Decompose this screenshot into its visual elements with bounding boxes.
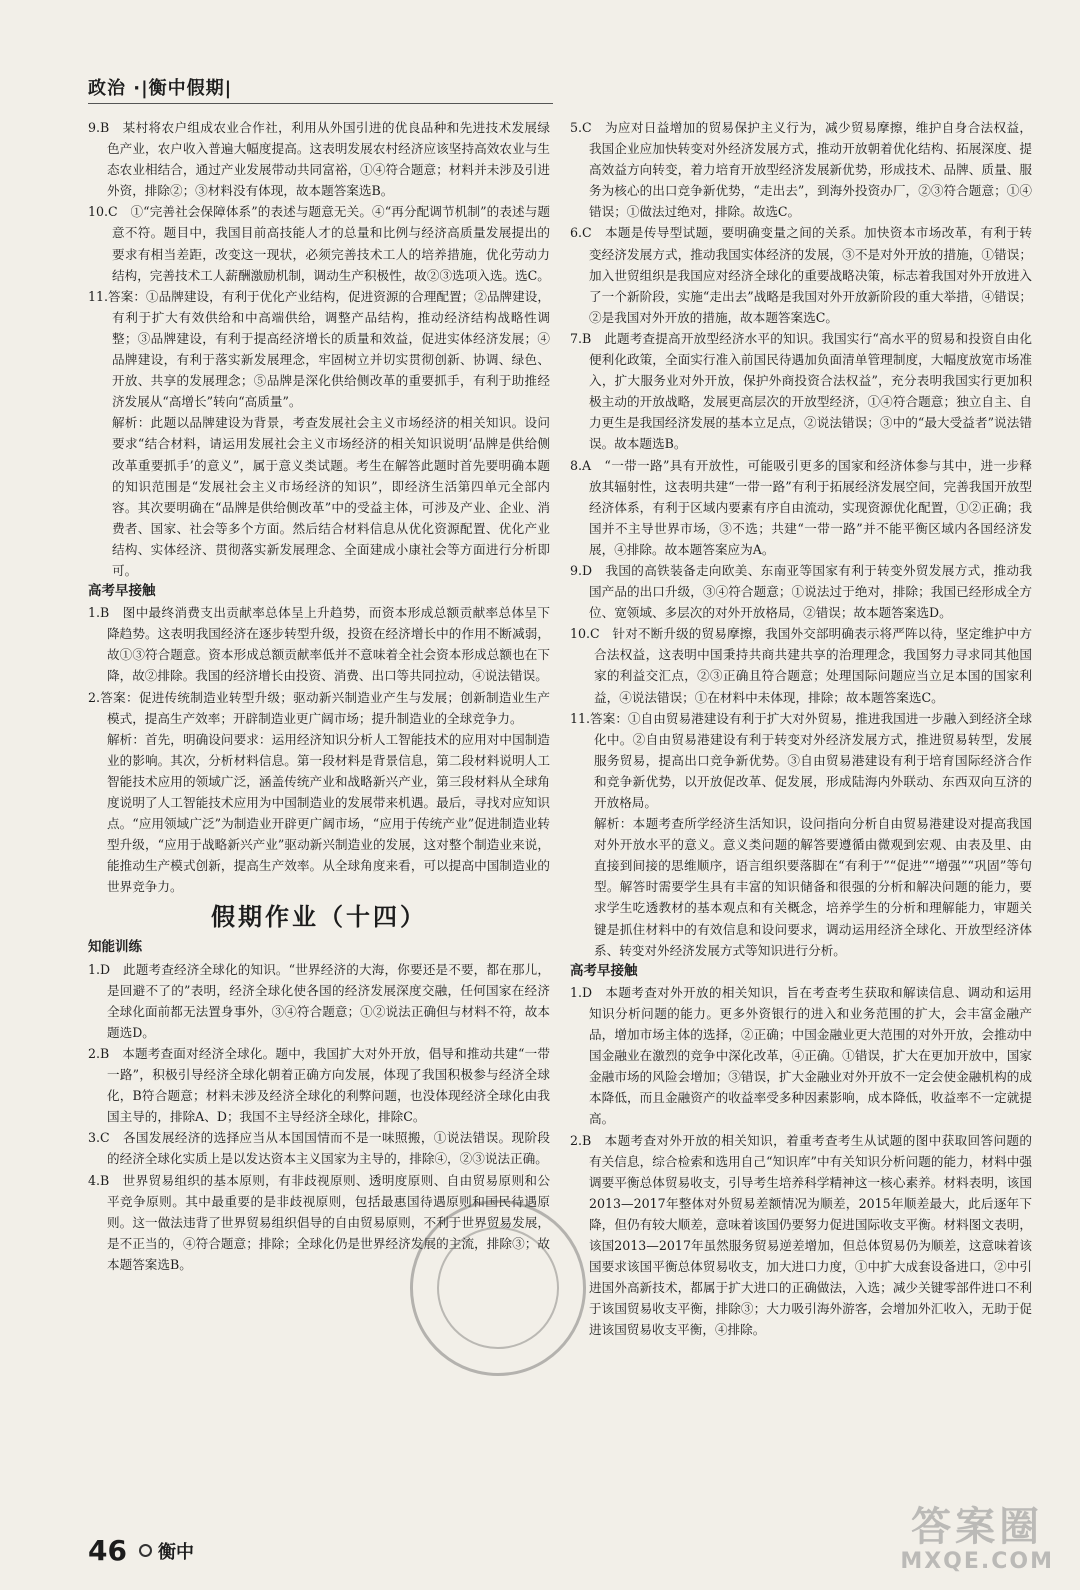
training-answer-7: 7.B 此题考查提高开放型经济水平的知识。我国实行“高水平的贸易和投资自由化便利化政策，全面实行准入前国民待遇加负面清单管理制度，大幅度放宽市场准入，扩大服务业对外开放，保护外商投资合法权益”，充分表明我国实行更加积极主动的开放战略，发展更高层次的开放型经济，①④符合题意；独立自主、自力更生是我国经济发展的基本立足点，②说法错误；③中的“最大受益者”说法错误。故本题选B。 xyxy=(570,330,1032,452)
answer-10: 10.C ①“完善社会保障体系”的表述与题意无关。④“再分配调节机制”的表述与题意不符。题目中，我国目前高技能人才的总量和比例与经济高质量发展提出的要求有相当差距，改变这一现状，必须完善技术工人的培养措施，优化劳动力结构，完善技术工人薪酬激励机制，调动生产积极性，故②③选项入选。选C。 xyxy=(88,204,550,283)
site-watermark xyxy=(900,1505,1054,1574)
training-answer-4: 4.B 世界贸易组织的基本原则，有非歧视原则、透明度原则、自由贸易原则和公平竞争原则。其中最重要的是非歧视原则，包括最惠国待遇原则和国民待遇原则。这一做法违背了世界贸易组织倡导的自由贸易原则，不利于世界贸易发展，是不正当的，④符合题意；排除；全球化仍是世界经济发展的主流，排除③；故本题答案选B。 xyxy=(88,1172,550,1272)
page-footer xyxy=(88,1534,194,1567)
section-training: 知能训练 xyxy=(88,939,142,956)
watermark-title: 答案圈 xyxy=(911,1504,1044,1550)
page-number: 46 xyxy=(88,1534,127,1567)
gaokao-answer-2: 2.答案：促进传统制造业转型升级；驱动新兴制造业产生与发展；创新制造业生产模式，提高生产效率；开辟制造业更广阔市场；提升制造业的全球竞争力。 xyxy=(88,689,550,726)
training-answer-11: 11.答案：①自由贸易港建设有利于扩大对外贸易，推进我国进一步融入到经济全球化中。②自由贸易港建设有利于转变对外经济发展方式，推进贸易转型，发展服务贸易，提高出口竞争新优势。③自由贸易港建设有利于培育国际经济合作和竞争新优势，以开放促改革、促发展，形成陆海内外联动、东西双向互济的开放格局。 xyxy=(570,710,1032,810)
page-header: 政治 ·|衡中假期| xyxy=(88,78,233,99)
training-answer-5: 5.C 为应对日益增加的贸易保护主义行为，减少贸易摩擦，维护自身合法权益，我国企业应加快转变对外经济发展方式，推动开放朝着优化结构、拓展深度、提高效益方向转变，着力培育开放型经济发展新优势，形成技术、品牌、质量、服务为核心的出口竞争新优势，“走出去”，到海外投资办厂，②③符合题意；①④错误；①做法过绝对，排除。故选C。 xyxy=(570,120,1032,220)
watermark-domain: MXQE.COM xyxy=(900,1549,1054,1574)
chapter-title: 假期作业（十四） xyxy=(211,903,427,932)
gaokao-answer-1: 1.B 图中最终消费支出贡献率总体呈上升趋势，而资本形成总额贡献率总体呈下降趋势。这表明我国经济在逐步转型升级，投资在经济增长中的作用不断减弱，故①③符合题意。资本形成总额贡献率低并不意味着全社会资本形成总额也在下降，故②排除。我国的经济增长由投资、消费、出口等共同拉动，④说法错误。 xyxy=(88,605,550,684)
training-answer-6: 6.C 本题是传导型试题，要明确变量之间的关系。加快资本市场改革，有利于转变经济发展方式，推动我国实体经济的发展，③不是对外开放的措施，①错误；加入世贸组织是我国应对经济全球化的重要战略决策，标志着我国对外开放进入了一个新阶段，实施“走出去”战略是我国对外开放新阶段的重大举措，④错误；②是我国对外开放的措施，故本题答案选C。 xyxy=(570,225,1032,325)
left-column xyxy=(88,117,550,1275)
stamp-inner-ring xyxy=(413,1203,583,1373)
training-answer-8: 8.A “一带一路”具有开放性，可能吸引更多的国家和经济体参与其中，进一步释放其辐射性，这表明共建“一带一路”有利于拓展经济发展空间，完善我国开放型经济体系，有利于区域内要素有序自由流动，实现资源优化配置，①②正确；我国并不主导世界市场，③不选；共建“一带一路”并不能平衡区域内各国经济发展，④排除。故本题答案应为A。 xyxy=(570,457,1032,557)
training-answer-1: 1.D 此题考查经济全球化的知识。“世界经济的大海，你要还是不要，都在那儿，是回避不了的”表明，经济全球化使各国的经济发展深度交融，任何国家在经济全球化面前都无法置身事外，③④符合题意；①②说法正确但与材料不符，故本题选D。 xyxy=(88,961,550,1040)
section-gaokao-2: 高考早接触 xyxy=(570,962,638,979)
training-answer-9: 9.D 我国的高铁装备走向欧美、东南亚等国家有利于转变外贸发展方式，推动我国产品的出口升级，③④符合题意；①说法过于绝对，排除；我国已经形成全方位、宽领域、多层次的对外开放格局，②错误；故本题答案选D。 xyxy=(570,562,1032,621)
training-analysis-11: 解析：本题考查所学经济生活知识，设问指向分析自由贸易港建设对提高我国对外开放水平的意义。意义类问题的解答要遵循由微观到宏观、由表及里、由直接到间接的思维顺序，语言组织要落脚在“有利于”“促进”“增强”“巩固”等句型。解答时需要学生具有丰富的知识储备和很强的分析和解决问题的能力，要求学生吃透教材的基本观点和有关概念，培养学生的分析和理解能力，审题关键是抓住材料中的有效信息和设问要求，调动运用经济全球化、开放型经济体系、转变对外经济发展方式等知识进行分析。 xyxy=(594,816,1032,958)
footer-publisher: 衡中 xyxy=(157,1541,194,1563)
answer-11: 11.答案：①品牌建设，有利于优化产业结构，促进资源的合理配置；②品牌建设，有利于扩大有效供给和中高端供给，调整产品结构，推动经济结构战略性调整；③品牌建设，有利于提高经济增长的质量和效益，促进实体经济发展；④品牌建设，有利于落实新发展理念，牢固树立并切实贯彻创新、协调、绿色、开放、共享的发展理念；⑤品牌是深化供给侧改革的重要抓手，有利于助推经济发展从“高增长”转向“高质量”。 xyxy=(88,288,550,410)
analysis-11: 解析：此题以品牌建设为背景，考查发展社会主义市场经济的相关知识。设问要求“结合材料，请运用发展社会主义市场经济的相关知识说明‘品牌是供给侧改革重要抓手’的意义”，属于意义类试题。考生在解答此题时首先要明确本题的知识范围是“发展社会主义市场经济的知识”，即经济生活第四单元全部内容。其次要明确在“品牌是供给侧改革”中的受益主体，可涉及产业、企业、消费者、国家、社会等多个方面。然后结合材料信息从优化资源配置、优化产业结构、实体经济、贯彻落实新发展理念、全面建成小康社会等方面进行分析即可。 xyxy=(112,415,550,578)
gaokao2-answer-2: 2.B 本题考查对外开放的相关知识，着重考查考生从试题的图中获取回答问题的有关信息，综合检索和选用自己“知识库”中有关知识分析问题的能力，材料中强调要平衡总体贸易收支，引导考生培养科学精神这一核心素养。材料表明，该国2013—2017年整体对外贸易差额情况为顺差，2015年顺差最大，此后逐年下降，但仍有较大顺差，意味着该国仍要努力促进国际收支平衡。材料图文表明，该国2013—2017年虽然服务贸易逆差增加，但总体贸易仍为顺差，这意味着该国要求该国平衡总体贸易收支，加大进口力度，①中扩大成套设备进口，②中引进国外高新技术，都属于扩大进口的正确做法，入选；减少关键零部件进口不利于该国贸易收支平衡，排除③；大力吸引海外游客，会增加外汇收入，无助于促进该国贸易收支平衡，④排除。 xyxy=(570,1132,1032,1338)
right-column xyxy=(570,117,1032,1340)
footer-dot-icon xyxy=(139,1544,152,1557)
gaokao-analysis-2: 解析：首先，明确设问要求：运用经济知识分析人工智能技术的应用对中国制造业的影响。其次，分析材料信息。第一段材料是背景信息，第二段材料说明人工智能技术应用的领域广泛，涵盖传统产业和战略新兴产业，第三段材料从全球角度说明了人工智能技术应用为中国制造业的发展带来机遇。最后，寻找对应知识点。“应用领域广泛”为制造业开辟更广阔市场，“应用于传统产业”促进制造业转型升级，“应用于战略新兴产业”驱动新兴制造业的发展，这对整个制造业来说，能推动生产模式创新，提高生产效率。从全球角度来看，可以提高中国制造业的世界竞争力。 xyxy=(107,731,550,895)
answer-9: 9.B 某村将农户组成农业合作社，利用从外国引进的优良品种和先进技术发展绿色产业，农户收入普遍大幅度提高。这表明发展农村经济应该坚持高效农业与生态农业相结合，通过产业发展带动共同富裕，①④符合题意；材料并未涉及引进外资，排除②；③材料没有体现，故本题答案选B。 xyxy=(88,120,550,199)
training-answer-2: 2.B 本题考查面对经济全球化。题中，我国扩大对外开放，倡导和推动共建“一带一路”，积极引导经济全球化朝着正确方向发展，体现了我国积极参与经济全球化，B符合题意；材料未涉及经济全球化的利弊问题，也没体现经济全球化由我国主导的，排除A、D；我国不主导经济全球化，排除C。 xyxy=(88,1045,550,1125)
section-gaokao-1: 高考早接触 xyxy=(88,583,156,600)
training-answer-10: 10.C 针对不断升级的贸易摩擦，我国外交部明确表示将严阵以待，坚定维护中方合法权益，这表明中国秉持共商共建共享的治理理念，我国努力寻求同其他国家的利益交汇点，②③正确且符合题意；处理国际问题应当立足本国的国家利益，④说法错误；①在材料中未体现，排除；故本题答案选C。 xyxy=(570,626,1032,705)
training-answer-3: 3.C 各国发展经济的选择应当从本国国情而不是一味照搬，①说法错误。现阶段的经济全球化实质上是以发达资本主义国家为主导的，排除④，②③说法正确。 xyxy=(88,1130,550,1167)
header-rule xyxy=(88,103,553,104)
gaokao2-answer-1: 1.D 本题考查对外开放的相关知识，旨在考查考生获取和解读信息、调动和运用知识分析问题的能力。更多外资银行的进入和业务范围的扩大，会丰富金融产品，增加市场主体的选择，②正确；中国金融业更大范围的对外开放，会推动中国金融业在激烈的竞争中深化改革，④正确。①错误，扩大在更加开放中，国家金融市场的风险会增加；③错误，扩大金融业对外开放不一定会使金融机构的成本降低，而且金融资产的收益率受多种因素影响，成本降低，收益率不一定就提高。 xyxy=(570,984,1032,1127)
